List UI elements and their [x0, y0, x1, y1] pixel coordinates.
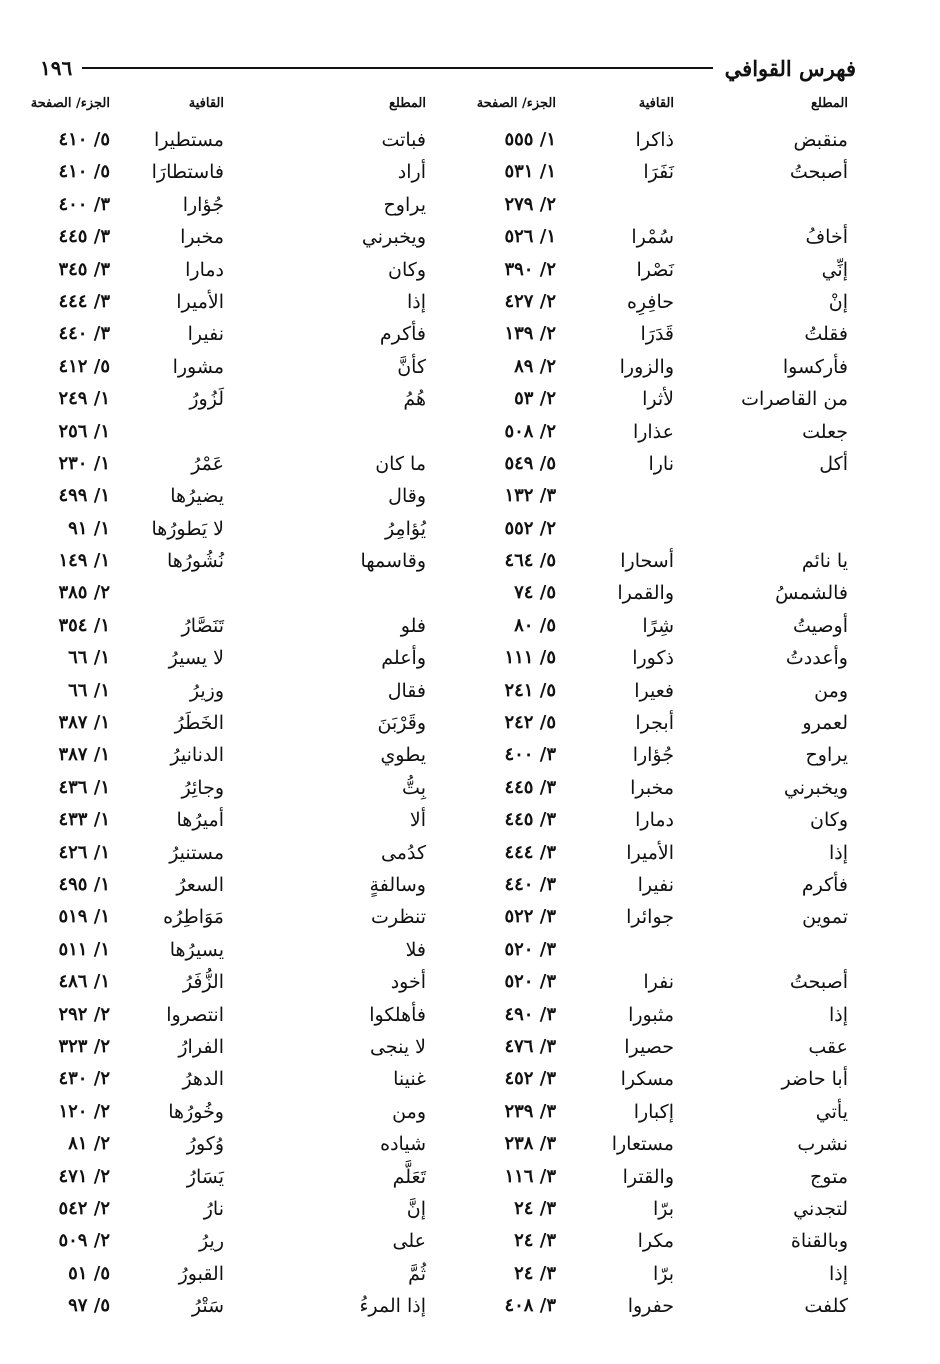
matla-cell: أصبحتُ — [789, 971, 848, 994]
reference-cell: ٢/ ٥٣ — [514, 388, 556, 410]
qafiya-cell: نفرا — [643, 971, 674, 994]
qafiya-cell: مستنيرُ — [169, 841, 224, 864]
reference-cell: ١/ ٥٥٥ — [504, 129, 556, 150]
table-row — [40, 1293, 856, 1325]
qafiya-cell: فاستطارَا — [151, 161, 224, 184]
table-row — [40, 1131, 856, 1163]
qafiya-cell: الأميرا — [176, 290, 224, 313]
table-row — [40, 1099, 856, 1131]
qafiya-cell: نَصْرا — [636, 258, 674, 281]
table-row — [40, 419, 856, 451]
qafiya-cell: برّا — [652, 1197, 674, 1220]
reference-cell: ٥/ ٤١٢ — [58, 355, 110, 377]
qafiya-cell: القبورُ — [178, 1262, 224, 1285]
qafiya-cell: الخَطَرُ — [174, 712, 224, 735]
qafiya-cell: فعيرا — [634, 679, 674, 702]
reference-cell: ٢/ ٢٩٢ — [58, 1003, 110, 1025]
qafiya-cell: وُكورُ — [186, 1133, 224, 1156]
qafiya-cell: أبجرا — [635, 712, 674, 735]
table-row — [40, 1261, 856, 1293]
qafiya-cell: لأثرا — [642, 388, 674, 411]
reference-cell: ١/ ٢٤٩ — [58, 388, 110, 410]
matla-cell: كأنَّ — [397, 355, 426, 378]
matla-cell: منقبض — [793, 129, 848, 151]
reference-cell: ١/ ٤٢٦ — [58, 841, 110, 863]
reference-cell: ٣/ ٥٢٢ — [504, 906, 556, 928]
table-row — [40, 904, 856, 936]
reference-cell: ١/ ٦٦ — [68, 647, 110, 669]
matla-cell: يراوح — [805, 744, 848, 767]
qafiya-cell: نفيرا — [637, 873, 674, 896]
reference-cell: ٥/ ٥١ — [68, 1262, 110, 1284]
matla-cell: فأكرم — [379, 323, 426, 346]
matla-cell: أكل — [819, 452, 848, 475]
qafiya-cell: سَتْرُ — [191, 1295, 224, 1318]
qafiya-cell: الزُّفَرُ — [182, 971, 224, 994]
table-row — [40, 451, 856, 483]
qafiya-cell: عذارا — [632, 420, 674, 443]
qafiya-cell: جوائرا — [626, 906, 674, 929]
column-header-matla: المطلع — [389, 96, 426, 111]
matla-cell: أخافُ — [805, 226, 848, 249]
reference-cell: ٣/ ٤٤٤ — [58, 290, 110, 312]
qafiya-cell: الأميرا — [626, 841, 674, 864]
reference-cell: ٢/ ٥٠٩ — [58, 1230, 110, 1252]
qafiya-cell: الدهرُ — [182, 1068, 224, 1091]
reference-cell: ٢/ ٨٩ — [514, 355, 556, 377]
matla-cell: فأركسوا — [782, 355, 848, 378]
reference-cell: ١/ ٣٨٧ — [58, 712, 110, 734]
matla-cell: يُؤامِرُ — [384, 517, 426, 540]
reference-cell: ٥/ ٤١٠ — [58, 129, 110, 150]
qafiya-cell: والزورا — [619, 355, 674, 378]
matla-cell: إذا المرءُ — [359, 1295, 426, 1318]
column-headers — [30, 96, 856, 120]
column-header-ref: الجزء/ الصفحة — [476, 96, 556, 111]
table-row — [40, 1034, 856, 1066]
reference-cell: ٣/ ٢٤ — [514, 1230, 556, 1252]
qafiya-cell: نارُ — [203, 1197, 224, 1220]
qafiya-cell: إكبارا — [633, 1100, 674, 1123]
reference-cell: ١/ ٦٦ — [68, 679, 110, 701]
reference-cell: ٢/ ٣٩٠ — [504, 258, 556, 280]
qafiya-cell: دمارا — [185, 258, 224, 281]
table-row — [40, 969, 856, 1001]
column-header-qafiya: القافية — [638, 96, 674, 111]
qafiya-cell: مخبرا — [630, 776, 674, 799]
qafiya-cell: جُؤارا — [632, 744, 674, 767]
matla-cell: يأتي — [815, 1100, 848, 1123]
running-head — [40, 52, 856, 84]
matla-cell: وكان — [388, 258, 426, 281]
qafiya-cell: عَمْرُ — [191, 452, 224, 475]
matla-cell: إنَّ — [406, 1197, 426, 1220]
qafiya-cell: قَدَرَا — [640, 323, 674, 346]
reference-cell: ١/ ٤٣٣ — [58, 809, 110, 831]
qafiya-cell: جُؤارا — [182, 193, 224, 216]
matla-cell: من القاصرات — [741, 388, 848, 411]
matla-cell: ألا — [409, 809, 426, 832]
table-row — [40, 224, 856, 256]
reference-cell: ٢/ ٥٤٢ — [58, 1197, 110, 1219]
table-row — [40, 548, 856, 580]
column-header-matla: المطلع — [811, 96, 848, 111]
reference-cell: ٣/ ٤٠٠ — [504, 744, 556, 766]
table-row — [40, 742, 856, 774]
matla-cell: جعلت — [802, 420, 848, 443]
reference-cell: ٥/ ١١١ — [504, 647, 556, 669]
reference-cell: ١/ ٥٣١ — [504, 161, 556, 183]
reference-cell: ٣/ ٢٣٩ — [504, 1100, 556, 1122]
matla-cell: ويخبرني — [361, 226, 426, 249]
reference-cell: ١/ ٤٩٥ — [58, 873, 110, 895]
qafiya-cell: شِرًا — [642, 614, 674, 637]
qafiya-cell: أميرُها — [176, 809, 224, 832]
reference-cell: ١/ ٣٥٤ — [58, 614, 110, 636]
page-title: فهرس القوافي — [724, 55, 856, 81]
qafiya-cell: ذكورا — [632, 647, 674, 670]
matla-cell: أراد — [397, 161, 426, 184]
reference-cell: ١/ ٤٨٦ — [58, 971, 110, 993]
qafiya-cell: برّا — [652, 1262, 674, 1285]
table-row — [40, 645, 856, 677]
matla-cell: فلا — [405, 938, 426, 961]
table-row — [40, 807, 856, 839]
qafiya-cell: لَزُورُ — [189, 388, 224, 411]
qafiya-cell: لا يسيرُ — [168, 647, 224, 670]
reference-cell: ٥/ ٢٤١ — [504, 679, 556, 701]
table-row — [40, 192, 856, 224]
reference-cell: ١/ ٥٢٦ — [504, 226, 556, 248]
matla-cell: فباتت — [381, 129, 426, 151]
table-row — [40, 872, 856, 904]
reference-cell: ٣/ ٤٤٠ — [58, 323, 110, 345]
reference-cell: ٣/ ٥٢٠ — [504, 971, 556, 993]
qafiya-cell: ريرُ — [199, 1230, 224, 1253]
matla-cell: إذا — [406, 290, 426, 313]
matla-cell: عقب — [808, 1035, 848, 1058]
reference-cell: ١/ ٤٣٦ — [58, 776, 110, 798]
reference-cell: ٢/ ٨١ — [68, 1133, 110, 1155]
matla-cell: يا نائم — [801, 550, 848, 573]
matla-cell: يراوح — [383, 193, 426, 216]
matla-cell: إنْ — [828, 290, 848, 313]
reference-cell: ٥/ ٥٤٩ — [504, 452, 556, 474]
matla-cell: بِتُّ — [402, 776, 426, 799]
page-number: ١٩٦ — [40, 56, 73, 80]
qafiya-cell: نَفَرَا — [643, 161, 674, 184]
reference-cell: ٣/ ٤٧٦ — [504, 1035, 556, 1057]
matla-cell: ومن — [814, 679, 848, 702]
table-row — [40, 289, 856, 321]
matla-cell: تَعَلَّم — [392, 1165, 426, 1188]
matla-cell: إذا — [828, 1003, 848, 1026]
table-row — [40, 483, 856, 515]
qafiya-cell: نارا — [648, 452, 674, 475]
matla-cell: غنينا — [393, 1068, 426, 1091]
matla-cell: فالشمسُ — [775, 582, 848, 605]
qafiya-cell: نفيرا — [187, 323, 224, 346]
matla-cell: فأهلكوا — [369, 1003, 426, 1026]
qafiya-cell: ذاكرا — [635, 129, 674, 151]
table-row — [40, 159, 856, 191]
reference-cell: ٣/ ٢٣٨ — [504, 1133, 556, 1155]
reference-cell: ٣/ ٣٤٥ — [58, 258, 110, 280]
matla-cell: تنظرت — [371, 906, 426, 929]
qafiya-cell: مخبرا — [180, 226, 224, 249]
matla-cell: وبالقناة — [790, 1230, 848, 1253]
table-row — [40, 354, 856, 386]
qafiya-cell: السعرُ — [176, 873, 224, 896]
reference-cell: ٢/ ٤٧١ — [58, 1165, 110, 1187]
qafiya-cell: تَنَصَّارُ — [181, 614, 224, 637]
matla-cell: لا ينجى — [370, 1035, 426, 1058]
reference-cell: ١/ ٥١٩ — [58, 906, 110, 928]
qafiya-cell: الدنانيرُ — [170, 744, 224, 767]
matla-cell: تموين — [802, 906, 848, 929]
qafiya-cell: مشورا — [172, 355, 224, 378]
qafiya-cell: حافِرِه — [626, 290, 674, 313]
qafiya-cell: مَوَاطِرُه — [163, 906, 224, 929]
matla-cell: متوج — [810, 1165, 848, 1188]
reference-cell: ٥/ ٤٦٤ — [504, 550, 556, 572]
table-row — [40, 1066, 856, 1098]
matla-cell: وسالفةٍ — [369, 873, 426, 896]
reference-cell: ٣/ ٤٤٥ — [504, 776, 556, 798]
header-rule — [82, 67, 712, 69]
reference-cell: ٥/ ٧٤ — [514, 582, 556, 604]
reference-cell: ٥/ ٨٠ — [514, 614, 556, 636]
table-row — [40, 321, 856, 353]
qafiya-cell: نُشُورُها — [166, 550, 224, 573]
matla-cell: ثُمَّ — [408, 1262, 426, 1285]
reference-cell: ٢/ ٢٧٩ — [504, 193, 556, 215]
matla-cell: ما كان — [375, 452, 426, 475]
reference-cell: ٢/ ٥٥٢ — [504, 517, 556, 539]
matla-cell: أخود — [390, 971, 426, 994]
reference-cell: ٣/ ١٣٢ — [504, 485, 556, 507]
qafiya-cell: مثبورا — [628, 1003, 674, 1026]
table-row — [40, 1002, 856, 1034]
reference-cell: ١/ ٣٨٧ — [58, 744, 110, 766]
matla-cell: وكان — [810, 809, 848, 832]
reference-cell: ٣/ ٤٤٠ — [504, 873, 556, 895]
matla-cell: أوصيتُ — [793, 614, 848, 637]
reference-cell: ٢/ ١٣٩ — [504, 323, 556, 345]
qafiya-cell: وجائِرُ — [181, 776, 224, 799]
qafiya-cell: وزيرُ — [189, 679, 224, 702]
reference-cell: ٣/ ٥٢٠ — [504, 938, 556, 960]
index-table — [40, 127, 856, 1325]
qafiya-cell: الفرارُ — [178, 1035, 224, 1058]
matla-cell: وقال — [388, 485, 426, 508]
reference-cell: ٣/ ٤٩٠ — [504, 1003, 556, 1025]
matla-cell: نشرب — [797, 1133, 848, 1156]
reference-cell: ٢/ ٤٣٠ — [58, 1068, 110, 1090]
table-row — [40, 1164, 856, 1196]
table-row — [40, 775, 856, 807]
matla-cell: إذا — [828, 1262, 848, 1285]
reference-cell: ٥/ ٩٧ — [68, 1295, 110, 1317]
table-row — [40, 678, 856, 710]
qafiya-cell: حصيرا — [624, 1035, 674, 1058]
table-row — [40, 580, 856, 612]
matla-cell: إذا — [828, 841, 848, 864]
table-row — [40, 386, 856, 418]
reference-cell: ١/ ٢٣٠ — [58, 452, 110, 474]
reference-cell: ١/ ٤٩٩ — [58, 485, 110, 507]
reference-cell: ١/ ٢٥٦ — [58, 420, 110, 442]
reference-cell: ٣/ ٢٤ — [514, 1262, 556, 1284]
qafiya-cell: مكرا — [637, 1230, 674, 1253]
qafiya-cell: مستعارا — [611, 1133, 674, 1156]
reference-cell: ١/ ٩١ — [68, 517, 110, 539]
qafiya-cell: مسكرا — [620, 1068, 674, 1091]
reference-cell: ٣/ ٤٤٥ — [504, 809, 556, 831]
table-row — [40, 937, 856, 969]
matla-cell: شياده — [380, 1133, 426, 1156]
matla-cell: وأعددتُ — [785, 647, 848, 670]
matla-cell: ومن — [392, 1100, 426, 1123]
reference-cell: ١/ ١٤٩ — [58, 550, 110, 572]
matla-cell: لعمرو — [802, 712, 848, 735]
matla-cell: على — [392, 1230, 426, 1253]
qafiya-cell: لا يَطورُها — [151, 517, 224, 540]
reference-cell: ٣/ ٢٤ — [514, 1197, 556, 1219]
matla-cell: إنِّي — [821, 258, 848, 281]
table-row — [40, 613, 856, 645]
reference-cell: ٣/ ١١٦ — [504, 1165, 556, 1187]
matla-cell: ويخبرني — [783, 776, 848, 799]
reference-cell: ٢/ ٣٢٣ — [58, 1035, 110, 1057]
qafiya-cell: دمارا — [635, 809, 674, 832]
matla-cell: فأكرم — [801, 873, 848, 896]
reference-cell: ٢/ ٣٨٥ — [58, 582, 110, 604]
matla-cell: أصبحتُ — [789, 161, 848, 184]
table-row — [40, 516, 856, 548]
reference-cell: ٣/ ٤٠٨ — [504, 1295, 556, 1317]
matla-cell: كدُمى — [380, 841, 426, 864]
reference-cell: ٢/ ٥٠٨ — [504, 420, 556, 442]
reference-cell: ١/ ٥١١ — [58, 938, 110, 960]
qafiya-cell: يسيرُها — [169, 938, 224, 961]
matla-cell: فقلتُ — [804, 323, 848, 346]
qafiya-cell: حفروا — [627, 1295, 674, 1318]
table-row — [40, 127, 856, 159]
matla-cell: يطوي — [380, 744, 426, 767]
qafiya-cell: وخُورُها — [168, 1100, 224, 1123]
column-header-ref: الجزء/ الصفحة — [30, 96, 110, 111]
qafiya-cell: أسحارا — [620, 550, 674, 573]
matla-cell: وأعلم — [381, 647, 426, 670]
matla-cell: فلو — [400, 614, 426, 637]
table-row — [40, 257, 856, 289]
matla-cell: وقَرْبَنَ — [377, 712, 426, 735]
reference-cell: ٣/ ٤٠٠ — [58, 193, 110, 215]
table-row — [40, 710, 856, 742]
qafiya-cell: يضيرُها — [170, 485, 224, 508]
qafiya-cell: سُمْرا — [631, 226, 674, 249]
table-row — [40, 840, 856, 872]
reference-cell: ٢/ ١٢٠ — [58, 1100, 110, 1122]
matla-cell: لتجدني — [793, 1197, 848, 1220]
table-row — [40, 1196, 856, 1228]
qafiya-cell: يَسَارُ — [186, 1165, 224, 1188]
reference-cell: ٢/ ٤٢٧ — [504, 290, 556, 312]
matla-cell: وقاسمها — [360, 550, 426, 573]
matla-cell: هُمُ — [403, 388, 426, 411]
qafiya-cell: انتصروا — [166, 1003, 224, 1026]
reference-cell: ٣/ ٤٥٢ — [504, 1068, 556, 1090]
matla-cell: فقال — [387, 679, 426, 702]
table-row — [40, 1228, 856, 1260]
matla-cell: كلفت — [804, 1295, 848, 1318]
column-header-qafiya: القافية — [188, 96, 224, 111]
qafiya-cell: والقمرا — [617, 582, 674, 605]
reference-cell: ٥/ ٤١٠ — [58, 161, 110, 183]
matla-cell: أبا حاضر — [781, 1068, 848, 1091]
qafiya-cell: مستطيرا — [154, 129, 224, 151]
reference-cell: ٥/ ٢٤٢ — [504, 712, 556, 734]
reference-cell: ٣/ ٤٤٥ — [58, 226, 110, 248]
qafiya-cell: والقترا — [622, 1165, 674, 1188]
reference-cell: ٣/ ٤٤٤ — [504, 841, 556, 863]
